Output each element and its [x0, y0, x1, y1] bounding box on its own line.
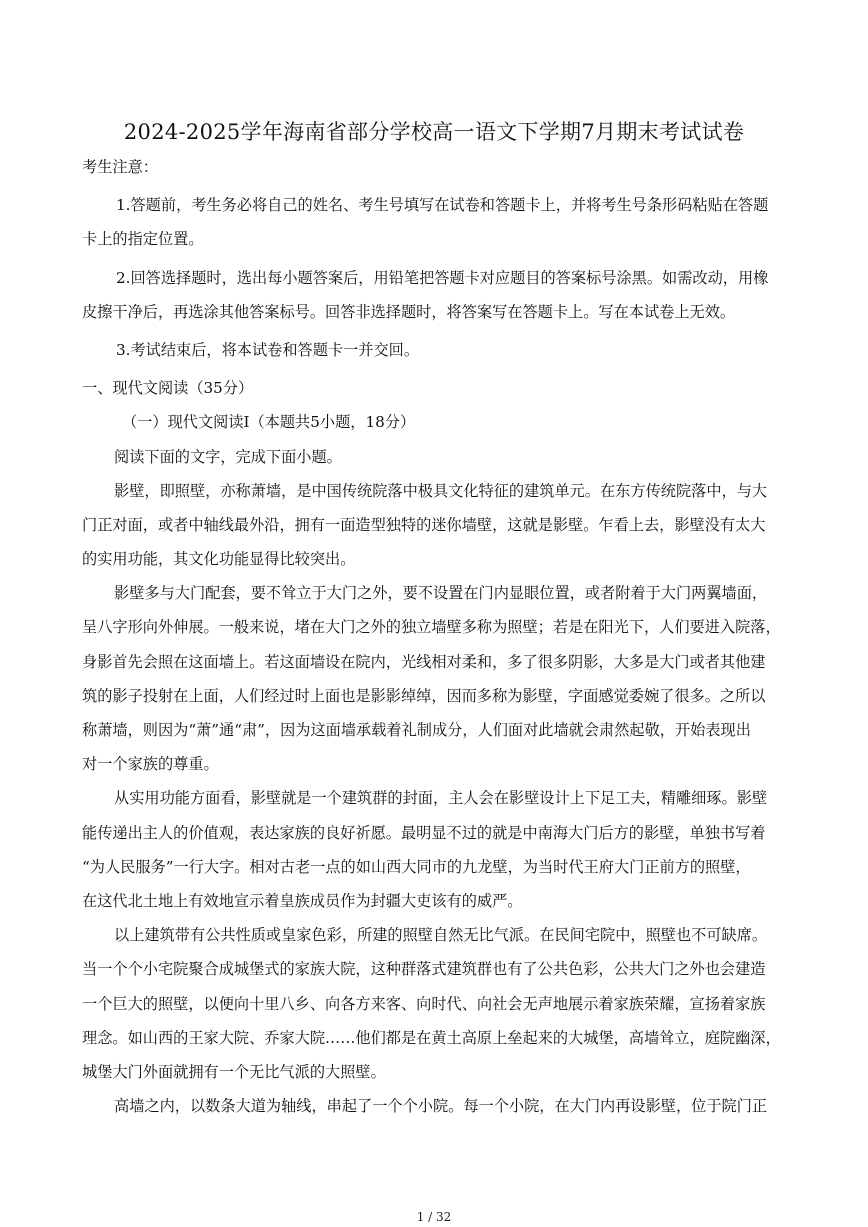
paragraph-4-line-1: 以上建筑带有公共性质或皇家色彩，所建的照壁自然无比气派。在民间宅院中，照壁也不可缺席。: [114, 926, 768, 945]
paragraph-2-line-5: 称萧墙，则因为“萧”通“肃”，因为这面墙承载着礼制成分，人们面对此墙就会肃然起敬，开始表现出: [82, 721, 751, 739]
document-title: 2024-2025学年海南省部分学校高一语文下学期7月期末考试试卷: [123, 120, 745, 144]
notice-item-2-line-2: 皮擦干净后，再选涂其他答案标号。回答非选择题时，将答案写在答题卡上。写在本试卷上无效。: [82, 302, 736, 321]
paragraph-4-line-2: 当一个个小宅院聚合成城堡式的家族大院，这种群落式建筑群也有了公共色彩，公共大门之外也会建造: [82, 960, 766, 979]
paragraph-2-line-6: 对一个家族的尊重。: [82, 755, 219, 774]
paragraph-5-line-1: 高墙之内，以数条大道为轴线，串起了一个个小院。每一个小院，在大门内再设影壁，位于院门正: [114, 1097, 768, 1116]
paragraph-1-line-1: 影壁，即照壁，亦称萧墙，是中国传统院落中极具文化特征的建筑单元。在东方传统院落中，与大: [114, 481, 768, 500]
notice-item-3-line-1: 3.考试结束后，将本试卷和答题卡一并交回。: [116, 340, 420, 359]
paragraph-3-line-3: “为人民服务”一行大字。相对古老一点的如山西大同市的九龙壁，为当时代王府大门正前方的照壁，: [82, 857, 751, 876]
page-number: 1 / 32: [416, 1210, 452, 1224]
notice-item-1-line-1: 1.答题前，考生务必将自己的姓名、考生号填写在试卷和答题卡上，并将考生号条形码粘贴在答题: [116, 196, 769, 215]
paragraph-4-line-4: 理念。如山西的王家大院、乔家大院……他们都是在黄土高原上垒起来的大城堡，高墙耸立，庭院幽深，: [82, 1028, 781, 1047]
paragraph-3-line-2: 能传递出主人的价值观，表达家族的良好祈愿。最明显不过的就是中南海大门后方的影壁，单独书写着: [82, 823, 766, 842]
paragraph-2-line-1: 影壁多与大门配套，要不耸立于大门之外，要不设置在门内显眼位置，或者附着于大门两翼墙面，: [114, 584, 768, 603]
reading-instruction: 阅读下面的文字，完成下面小题。: [114, 447, 342, 466]
notice-item-2-line-1: 2.回答选择题时，选出每小题答案后，用铅笔把答题卡对应题目的答案标号涂黑。如需改动，用橡: [116, 268, 769, 287]
paragraph-2-line-2: 呈八字形向外伸展。一般来说，堵在大门之外的独立墙壁多称为照壁；若是在阳光下，人们要进入院落，: [82, 618, 781, 637]
paragraph-1-line-2: 门正对面，或者中轴线最外沿，拥有一面造型独特的迷你墙壁，这就是影壁。乍看上去，影壁没有太大: [82, 515, 766, 534]
paragraph-2-line-3: 身影首先会照在这面墙上。若这面墙设在院内，光线相对柔和，多了很多阴影，大多是大门或者其他建: [82, 652, 766, 671]
paragraph-4-line-5: 城堡大门外面就拥有一个无比气派的大照壁。: [82, 1062, 386, 1081]
notice-item-1-line-2: 卡上的指定位置。: [82, 230, 204, 249]
paragraph-3-line-1: 从实用功能方面看，影壁就是一个建筑群的封面，主人会在影壁设计上下足工夫，精雕细琢。影壁: [114, 789, 768, 808]
document-body: [82, 150, 782, 1123]
paragraph-1-line-3: 的实用功能，其文化功能显得比较突出。: [82, 550, 356, 569]
section-heading: 一、现代文阅读（35分）: [82, 379, 254, 398]
subsection-heading: （一）现代文阅读Ⅰ（本题共5小题，18分）: [122, 413, 416, 432]
notice-heading: 考生注意：: [82, 158, 158, 176]
paragraph-2-line-4: 筑的影子投射在上面，人们经过时上面也是影影绰绰，因而多称为影壁，字面感觉委婉了很多。之所以: [82, 686, 766, 705]
paragraph-3-line-4: 在这代北土地上有效地宣示着皇族成员作为封疆大吏该有的威严。: [82, 891, 523, 910]
paragraph-4-line-3: 一个巨大的照壁，以便向十里八乡、向各方来客、向时代、向社会无声地展示着家族荣耀，宣扬着家族: [82, 994, 766, 1013]
